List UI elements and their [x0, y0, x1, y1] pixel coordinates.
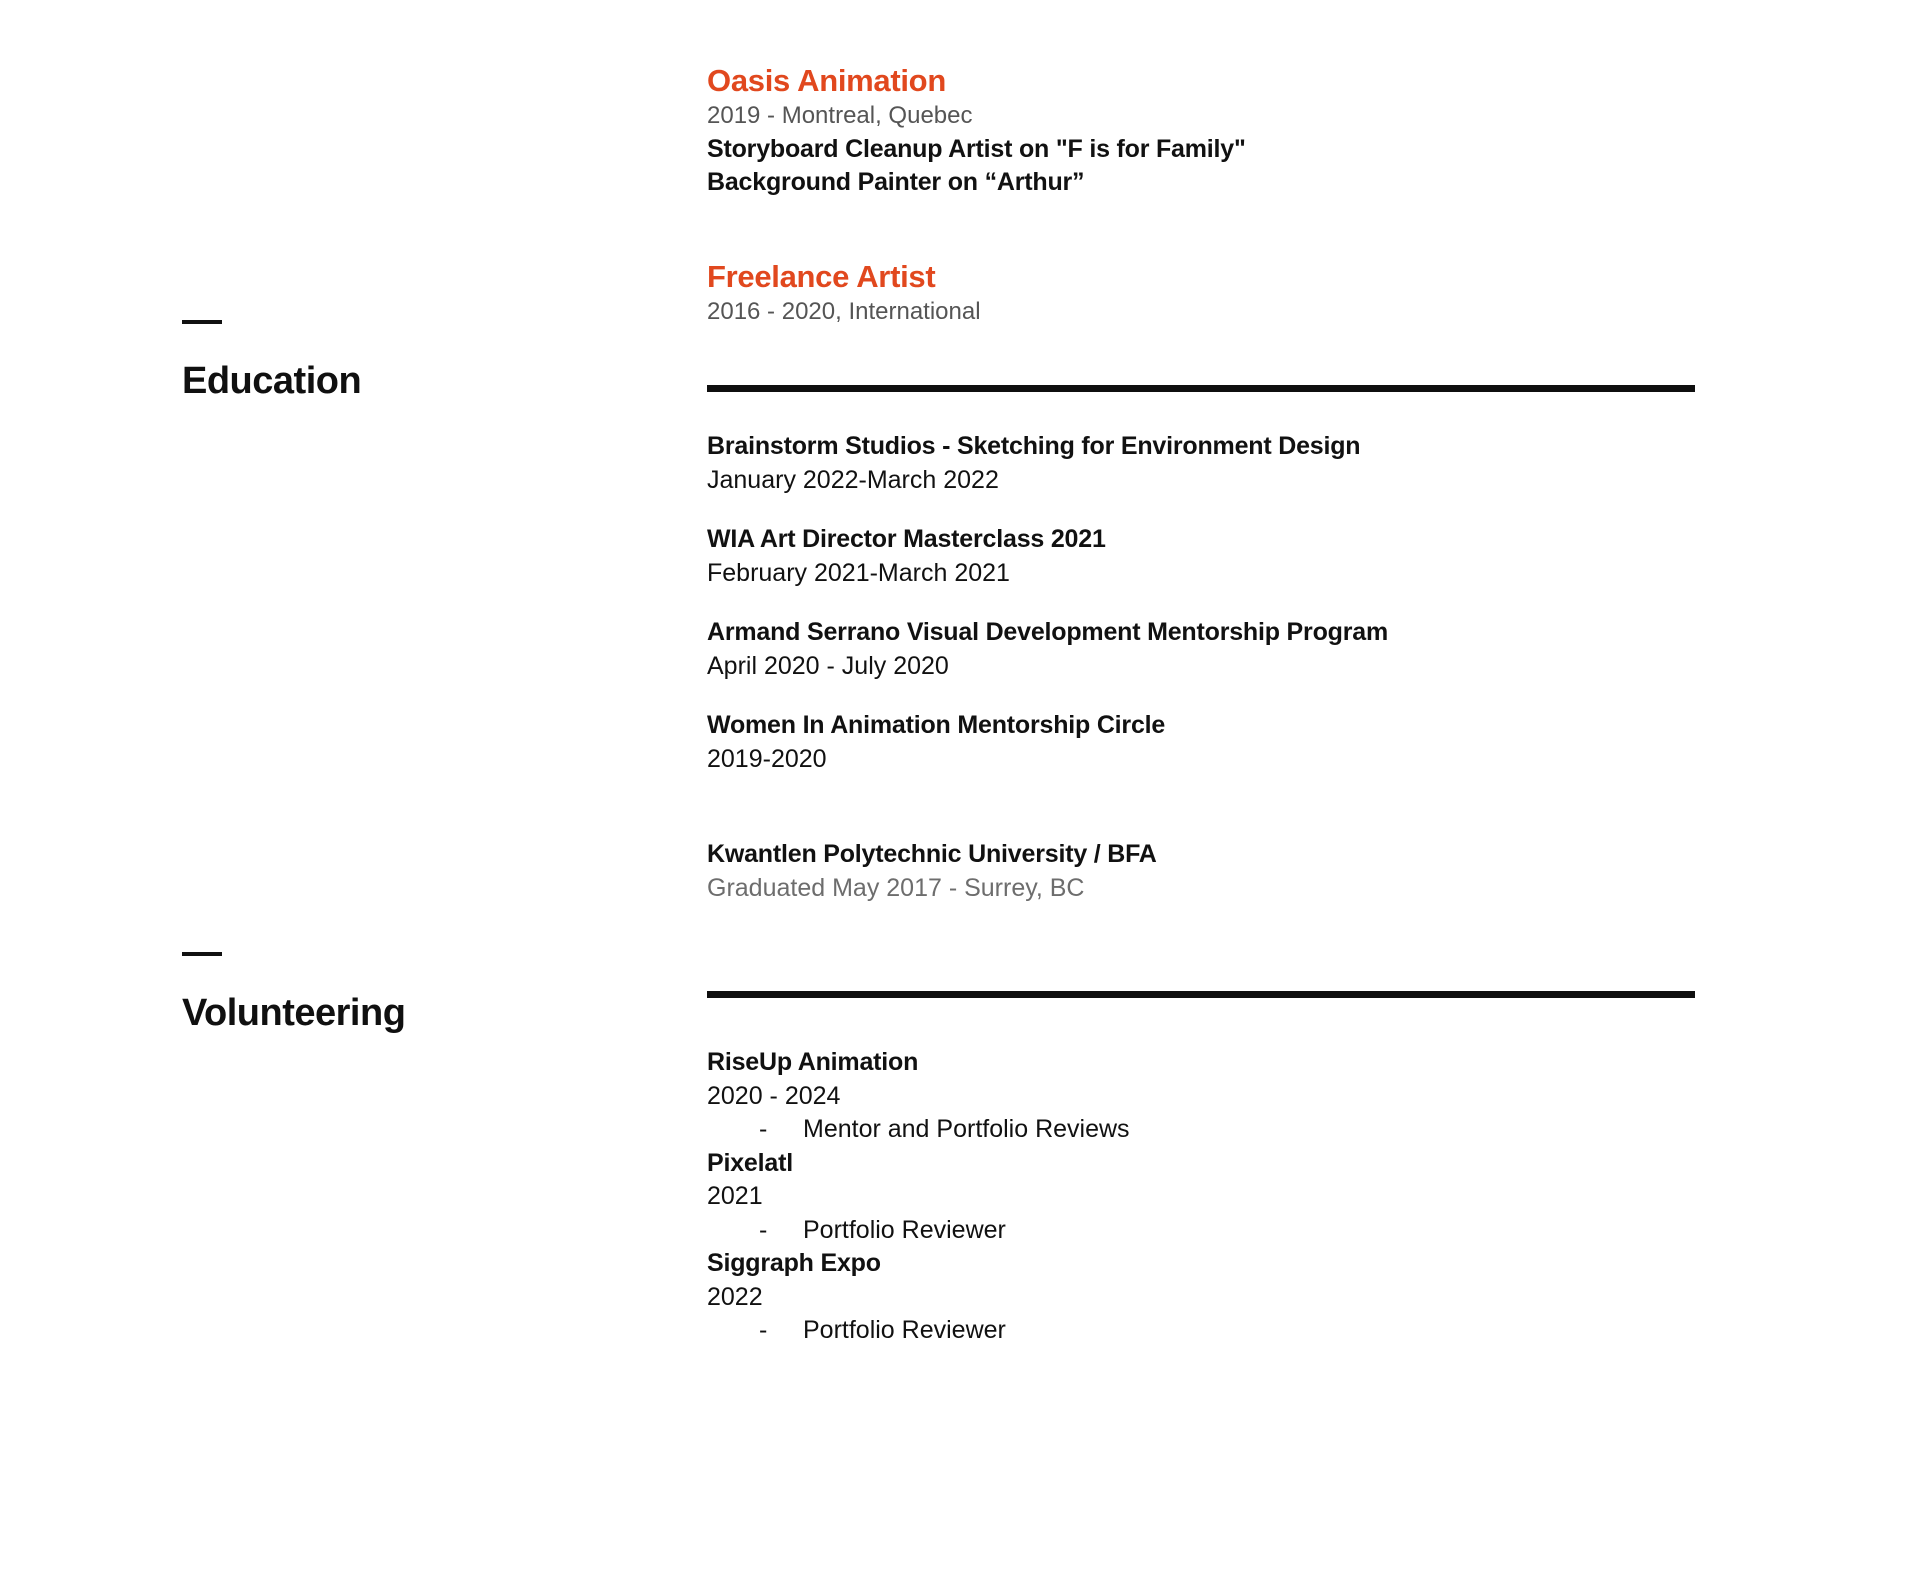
rail-education [182, 320, 361, 400]
employer-name: Oasis Animation [707, 63, 946, 98]
role-line: Storyboard Cleanup Artist on "F is for Family" [707, 134, 1246, 163]
bullet-marker: - [759, 1316, 768, 1345]
employer-meta: 2016 - 2020, International [707, 298, 981, 326]
volunteering-date: 2022 [707, 1282, 763, 1311]
education-date: 2019-2020 [707, 744, 827, 773]
volunteering-bullet-text: Portfolio Reviewer [803, 1215, 1006, 1244]
volunteering-bullet [707, 1314, 1707, 1348]
rail-dash-icon [182, 320, 222, 324]
volunteering-bullet [707, 1214, 1707, 1248]
volunteering-item [707, 1046, 1707, 1147]
experience-entry [707, 62, 1707, 200]
education-title: Kwantlen Polytechnic University / BFA [707, 840, 1157, 869]
education-title: Brainstorm Studios - Sketching for Environment Design [707, 432, 1361, 461]
volunteering-list [707, 1046, 1707, 1348]
volunteering-date: 2021 [707, 1182, 763, 1211]
volunteering-title: Siggraph Expo [707, 1249, 881, 1278]
education-item [707, 523, 1707, 590]
volunteering-item [707, 1247, 1707, 1348]
rail-volunteering [182, 952, 405, 1032]
education-date: February 2021-March 2021 [707, 558, 1010, 587]
volunteering-date: 2020 - 2024 [707, 1081, 841, 1110]
education-date: April 2020 - July 2020 [707, 651, 949, 680]
bullet-marker: - [759, 1115, 768, 1144]
experience-entry [707, 258, 1707, 329]
volunteering-item [707, 1147, 1707, 1248]
section-divider-education [707, 385, 1695, 392]
section-divider-volunteering [707, 991, 1695, 998]
education-title: WIA Art Director Masterclass 2021 [707, 525, 1106, 554]
employer-meta: 2019 - Montreal, Quebec [707, 102, 973, 130]
education-title: Armand Serrano Visual Development Mentorship Program [707, 618, 1388, 647]
education-date: Graduated May 2017 - Surrey, BC [707, 873, 1085, 902]
education-item [707, 838, 1707, 905]
education-item [707, 709, 1707, 776]
education-title: Women In Animation Mentorship Circle [707, 711, 1166, 740]
volunteering-bullet-text: Portfolio Reviewer [803, 1316, 1006, 1345]
education-item [707, 616, 1707, 683]
volunteering-bullet-text: Mentor and Portfolio Reviews [803, 1115, 1130, 1144]
section-title-education: Education [182, 360, 362, 402]
section-title-volunteering: Volunteering [182, 992, 406, 1034]
volunteering-bullet [707, 1113, 1707, 1147]
education-list [707, 430, 1707, 905]
employer-name: Freelance Artist [707, 258, 936, 294]
bullet-marker: - [759, 1215, 768, 1244]
education-item [707, 430, 1707, 497]
volunteering-title: RiseUp Animation [707, 1048, 919, 1077]
education-date: January 2022-March 2022 [707, 465, 999, 494]
volunteering-title: Pixelatl [707, 1148, 793, 1177]
role-line: Background Painter on “Arthur” [707, 168, 1085, 197]
rail-dash-icon [182, 952, 222, 956]
content-column [707, 0, 1707, 1348]
left-rail [0, 0, 700, 1581]
